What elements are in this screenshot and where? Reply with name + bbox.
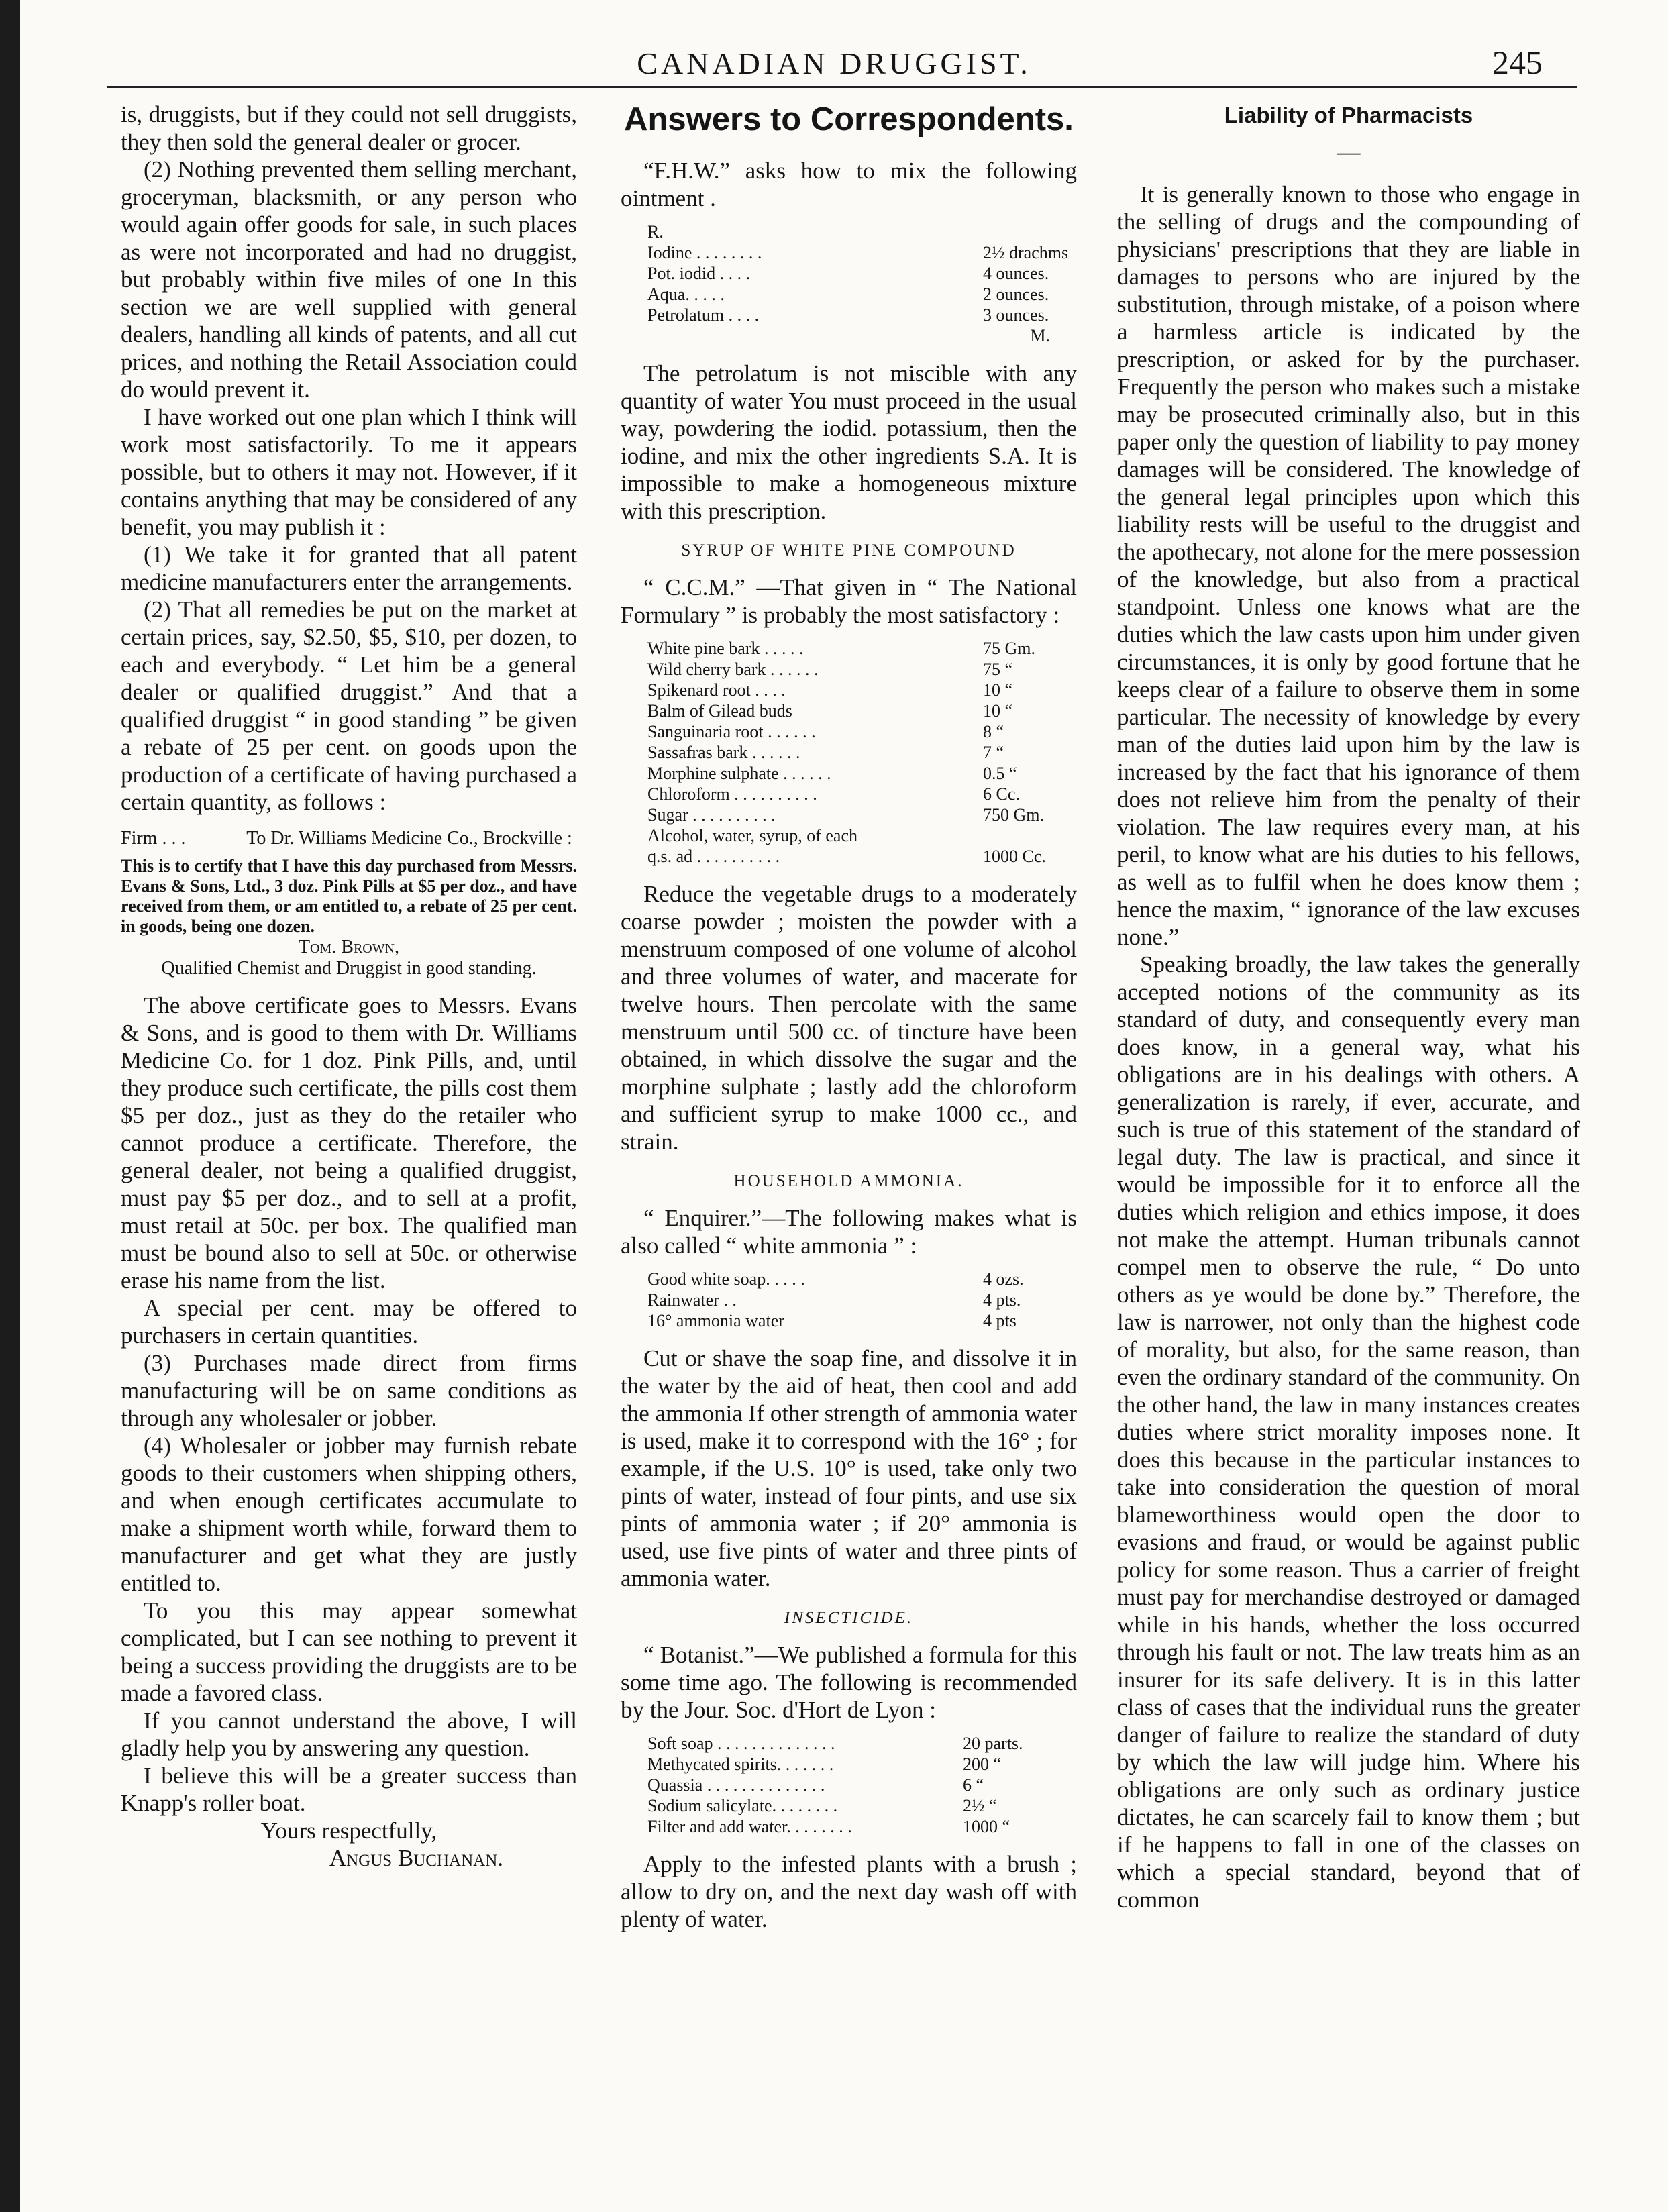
query-intro: “ C.C.M.” —That given in “ The National Formulary ” is probably the most satisfactory : — [621, 574, 1077, 628]
formula-row — [647, 804, 1077, 825]
subheading-white-pine: SYRUP OF WHITE PINE COMPOUND — [681, 541, 1017, 560]
ammonia-formula — [647, 1269, 1077, 1331]
paragraph: is, druggists, but if they could not sell druggists, they then sold the general dealer or grocer. — [121, 101, 577, 155]
running-header: CANADIAN DRUGGIST. — [637, 46, 1031, 81]
ingredient-amount: 0.5 “ — [983, 763, 1017, 783]
ingredient-name: Rainwater . . — [647, 1290, 737, 1310]
letter-addressee: To Dr. Williams Medicine Co., Brockville : — [246, 828, 572, 849]
ingredient-name: Soft soap . . . . . . . . . . . . . . — [647, 1734, 835, 1753]
query-intro: “ Botanist.”—We published a formula for this some time ago. The following is recommended by the Jour. Soc. d'Hort de Lyon : — [621, 1642, 1077, 1723]
ingredient-name: Wild cherry bark . . . . . . — [647, 660, 819, 679]
paragraph: To you this may appear somewhat complicated, but I can see nothing to prevent it being a success providing the druggists are to be made a favored class. — [121, 1597, 577, 1706]
column-right — [1117, 101, 1580, 1913]
section-heading-liability: Liability of Pharmacists — [1224, 103, 1473, 127]
ingredient-name: Spikenard root . . . . — [647, 680, 786, 700]
formula-row — [647, 825, 1077, 846]
ingredient-amount: 2½ drachms — [983, 243, 1069, 262]
paragraph: The above certificate goes to Messrs. Evans & Sons, and is good to them with Dr. Williams Medicine Co. for 1 doz. Pink Pills, and, until they produce such certificate, the pills cost them $5 per doz., just as they do the retailer who cannot produce a certificate. Therefore, the general dealer, not being a qualified druggist, must pay $5 per doz., and to sell at a profit, must retail at 50c. per box. The qualified man must be bound also to sell at 50c. or otherwise erase his name from the list. — [121, 992, 577, 1294]
paragraph: (4) Wholesaler or jobber may furnish rebate goods to their customers when shipping others, and when enough certificates accumulate to make a shipment worth while, forward them to manufacturer and get what they are justly entitled to. — [121, 1432, 577, 1596]
ingredient-amount: 7 “ — [983, 743, 1004, 762]
ingredient-name: Quassia . . . . . . . . . . . . . . — [647, 1775, 825, 1795]
formula-row — [647, 721, 1077, 742]
ingredient-amount: 20 parts. — [963, 1734, 1023, 1753]
formula-row — [647, 638, 1077, 659]
formula-row — [647, 1733, 1077, 1754]
letter-firm: Firm . . . — [121, 828, 186, 849]
ingredient-name: 16° ammonia water — [647, 1311, 784, 1330]
ingredient-amount: 1000 Cc. — [983, 847, 1046, 866]
white-pine-formula — [647, 638, 1077, 867]
ingredient-name: Pot. iodid . . . . — [647, 264, 751, 283]
formula-row — [647, 305, 1077, 325]
ingredient-amount: 8 “ — [983, 722, 1004, 741]
ingredient-amount: 4 pts. — [983, 1290, 1021, 1310]
query-intro: “F.H.W.” asks how to mix the following ointment . — [621, 158, 1077, 211]
ingredient-name: Sassafras bark . . . . . . — [647, 743, 800, 762]
paragraph: (3) Purchases made direct from firms manufacturing will be on same conditions as through any wholesaler or jobber. — [121, 1350, 577, 1431]
formula-row — [647, 284, 1077, 305]
ingredient-amount: 1000 “ — [963, 1817, 1010, 1836]
ingredient-name: White pine bark . . . . . — [647, 639, 804, 658]
ingredient-amount: 3 ounces. — [983, 305, 1049, 325]
paragraph: (2) That all remedies be put on the market at certain prices, say, $2.50, $5, $10, per dozen, to each and everybody. “ Let him be a general dealer or qualified druggist.” And that a qualified druggist “ in good standing ” be given a rebate of 25 per cent. on goods upon the production of a certificate of having purchased a certain quantity, as follows : — [121, 596, 577, 815]
formula-row — [647, 742, 1077, 763]
formula-row — [647, 846, 1077, 867]
formula-row — [647, 1289, 1077, 1310]
ingredient-amount: 750 Gm. — [983, 805, 1044, 825]
page-binding-edge — [0, 0, 20, 2212]
letter-signature-title: Qualified Chemist and Druggist in good standing. — [161, 958, 537, 979]
formula-row — [647, 1754, 1077, 1775]
recipe-signature: M. — [1030, 326, 1050, 346]
letter-author: Angus Buchanan. — [329, 1845, 503, 1871]
formula-row — [647, 1775, 1077, 1795]
query-answer: Apply to the infested plants with a brush ; allow to dry on, and the next day wash off with plenty of water. — [621, 1851, 1077, 1932]
formula-row — [647, 659, 1077, 680]
ingredient-name: Petrolatum . . . . — [647, 305, 760, 325]
formula-row — [647, 1310, 1077, 1331]
ingredient-amount — [983, 825, 1077, 846]
ingredient-amount: 75 Gm. — [983, 639, 1035, 658]
ingredient-name: Alcohol, water, syrup, of each — [647, 826, 858, 845]
letter-signature: Tom. Brown, — [298, 937, 400, 957]
query-answer: Cut or shave the soap fine, and dissolve it in the water by the aid of heat, then cool and add the ammonia If other strength of ammonia water is used, make it to correspond with the 16° ; for example, if the U.S. 10° is used, take only two pints of water, instead of four pints, and use six pints of ammonia water ; if 20° ammonia is used, use five pints of water and three pints of ammonia water. — [621, 1345, 1077, 1591]
ingredient-name: Good white soap. . . . . — [647, 1269, 805, 1289]
paragraph: If you cannot understand the above, I will gladly help you by answering any question. — [121, 1707, 577, 1761]
certificate-letter — [121, 828, 577, 980]
formula-row — [647, 1269, 1077, 1289]
ingredient-amount: 10 “ — [983, 680, 1013, 700]
query-intro: “ Enquirer.”—The following makes what is also called “ white ammonia ” : — [621, 1205, 1077, 1259]
insecticide-formula — [647, 1733, 1077, 1837]
ingredient-name: Balm of Gilead buds — [647, 701, 792, 721]
ingredient-name: Iodine . . . . . . . . — [647, 243, 762, 262]
formula-row — [647, 763, 1077, 784]
paragraph: (2) Nothing prevented them selling merchant, groceryman, blacksmith, or any person who would again offer goods for sale, in such places as were not incorporated and had no druggist, but probably within five miles of one In this section we are well supplied with general dealers, handling all kinds of patents, and all cut prices, and nothing the Retail Association could do would prevent it. — [121, 156, 577, 403]
recipe-symbol: R. — [647, 222, 664, 242]
ingredient-name: Aqua. . . . . — [647, 284, 725, 304]
page-number: 245 — [1492, 44, 1543, 81]
heading-dash: — — [1337, 139, 1361, 165]
ingredient-name: Methycated spirits. . . . . . . — [647, 1754, 834, 1774]
column-left — [121, 101, 577, 1872]
ingredient-name: q.s. ad . . . . . . . . . . — [647, 847, 780, 866]
letter-closing: Yours respectfully, — [260, 1818, 437, 1844]
ingredient-name: Morphine sulphate . . . . . . — [647, 763, 831, 783]
letter-body: This is to certify that I have this day purchased from Messrs. Evans & Sons, Ltd., 3 doz. Pink Pills at $5 per doz., and have received from them, or am entitled to, a rebate of 25 per cent. in goods, being one dozen. — [121, 856, 577, 936]
header-rule — [107, 86, 1577, 88]
ingredient-amount: 10 “ — [983, 701, 1013, 721]
query-answer: The petrolatum is not miscible with any quantity of water You must proceed in the usual way, powdering the iodid. potassium, then the iodine, and mix the other ingredients S.A. It is impossible to make a homogeneous mixture with this prescription. — [621, 360, 1077, 524]
ingredient-amount: 75 “ — [983, 660, 1013, 679]
paragraph: I believe this will be a greater success than Knapp's roller boat. — [121, 1762, 577, 1816]
ingredient-name: Filter and add water. . . . . . . . — [647, 1817, 852, 1836]
formula-row — [647, 1795, 1077, 1816]
ingredient-name: Chloroform . . . . . . . . . . — [647, 784, 817, 804]
ingredient-amount: 4 pts — [983, 1311, 1017, 1330]
paragraph: (1) We take it for granted that all patent medicine manufacturers enter the arrangements. — [121, 541, 577, 595]
paragraph: Speaking broadly, the law takes the generally accepted notions of the community as its standard of duty, and consequently every man does know, in a general way, what his obligations are in his dealings with others. A generalization is rarely, if ever, accurate, and such is true of this statement of the standard of legal duty. The law is practical, and since it would be impossible for it to enforce all the duties which religion and ethics impose, it does not make the attempt. Human tribunals cannot compel men to observe the rule, “ Do unto others as ye would be done by.” Therefore, the law is narrower, not only than the highest code of morality, but also, for the same reason, than even the ordinary standard of the community. On the other hand, the law in many instances creates duties where strict morality imposes none. It does this because in the particular instances to take into consideration the question of moral blameworthiness would open the door to evasions and fraud, or would be against public policy for some reason. Thus a carrier of freight must pay for merchandise destroyed or damaged while in his hands, whether the loss occurred through his fault or not. The law treats him as an insurer for its safe delivery. It is in this latter class of cases that the individual runs the greater danger of failure to realize the standard of duty by which the law will judge him. Where his obligations are only such as ordinary justice dictates, he can scarcely fail to know them ; but if he happens to fall in one of the classes on which a special standard, beyond that of common — [1117, 951, 1580, 1913]
formula-row — [647, 1816, 1077, 1837]
column-middle — [621, 101, 1077, 1933]
paragraph: I have worked out one plan which I think will work most satisfactorily. To me it appears possible, but to others it may not. However, if it contains anything that may be considered of any benefit, you may publish it : — [121, 404, 577, 540]
section-heading-answers: Answers to Correspondents. — [624, 101, 1074, 138]
ingredient-name: Sugar . . . . . . . . . . — [647, 805, 776, 825]
ingredient-amount: 6 Cc. — [983, 784, 1020, 804]
ingredient-name: Sodium salicylate. . . . . . . . — [647, 1796, 838, 1815]
formula-row — [647, 700, 1077, 721]
ingredient-amount: 6 “ — [963, 1775, 984, 1795]
formula-row — [647, 242, 1077, 263]
paragraph: A special per cent. may be offered to purchasers in certain quantities. — [121, 1295, 577, 1349]
formula-row — [647, 784, 1077, 804]
subheading-household-ammonia: HOUSEHOLD AMMONIA. — [733, 1172, 964, 1190]
ingredient-amount: 200 “ — [963, 1754, 1002, 1774]
ingredient-amount: 4 ozs. — [983, 1269, 1024, 1289]
ointment-formula — [647, 221, 1077, 346]
formula-row — [647, 263, 1077, 284]
paragraph: It is generally known to those who engage in the selling of drugs and the compounding of physicians' prescriptions that they are liable in damages to persons who are injured by the substitution, through mistake, of a poison where a harmless article is indicated by the prescription, or asked for by the purchaser. Frequently the person who makes such a mistake may be prosecuted criminally also, but in this paper only the question of liability to pay money damages will be considered. The knowledge of the general legal principles upon which this liability rests will be useful to the druggist and the apothecary, not alone for the mere possession of the knowledge, but also from a practical standpoint. Unless one knows what are the duties which the law casts upon him under given circumstances, it is only by good fortune that he keeps clear of a failure to observe them in some particular. The necessity of knowledge by every man of the duties laid upon him by the law is increased by the fact that his ignorance of them does not relieve him from the penalty of their violation. The law requires every man, at his peril, to know what are his duties to his fellows, as well as to fulfil when he does know them ; hence the maxim, “ ignorance of the law excuses none.” — [1117, 181, 1580, 950]
ingredient-amount: 2 ounces. — [983, 284, 1049, 304]
query-answer: Reduce the vegetable drugs to a moderately coarse powder ; moisten the powder with a menstruum composed of one volume of alcohol and three volumes of water, and macerate for twelve hours. Then percolate with the same menstruum until 500 cc. of tincture have been obtained, in which dissolve the sugar and the morphine sulphate ; lastly add the chloroform and sufficient syrup to make 1000 cc., and strain. — [621, 881, 1077, 1155]
subheading-insecticide: INSECTICIDE. — [784, 1609, 914, 1627]
ingredient-name: Sanguinaria root . . . . . . — [647, 722, 816, 741]
ingredient-amount: 2½ “ — [963, 1796, 997, 1815]
ingredient-amount: 4 ounces. — [983, 264, 1049, 283]
formula-row — [647, 680, 1077, 700]
